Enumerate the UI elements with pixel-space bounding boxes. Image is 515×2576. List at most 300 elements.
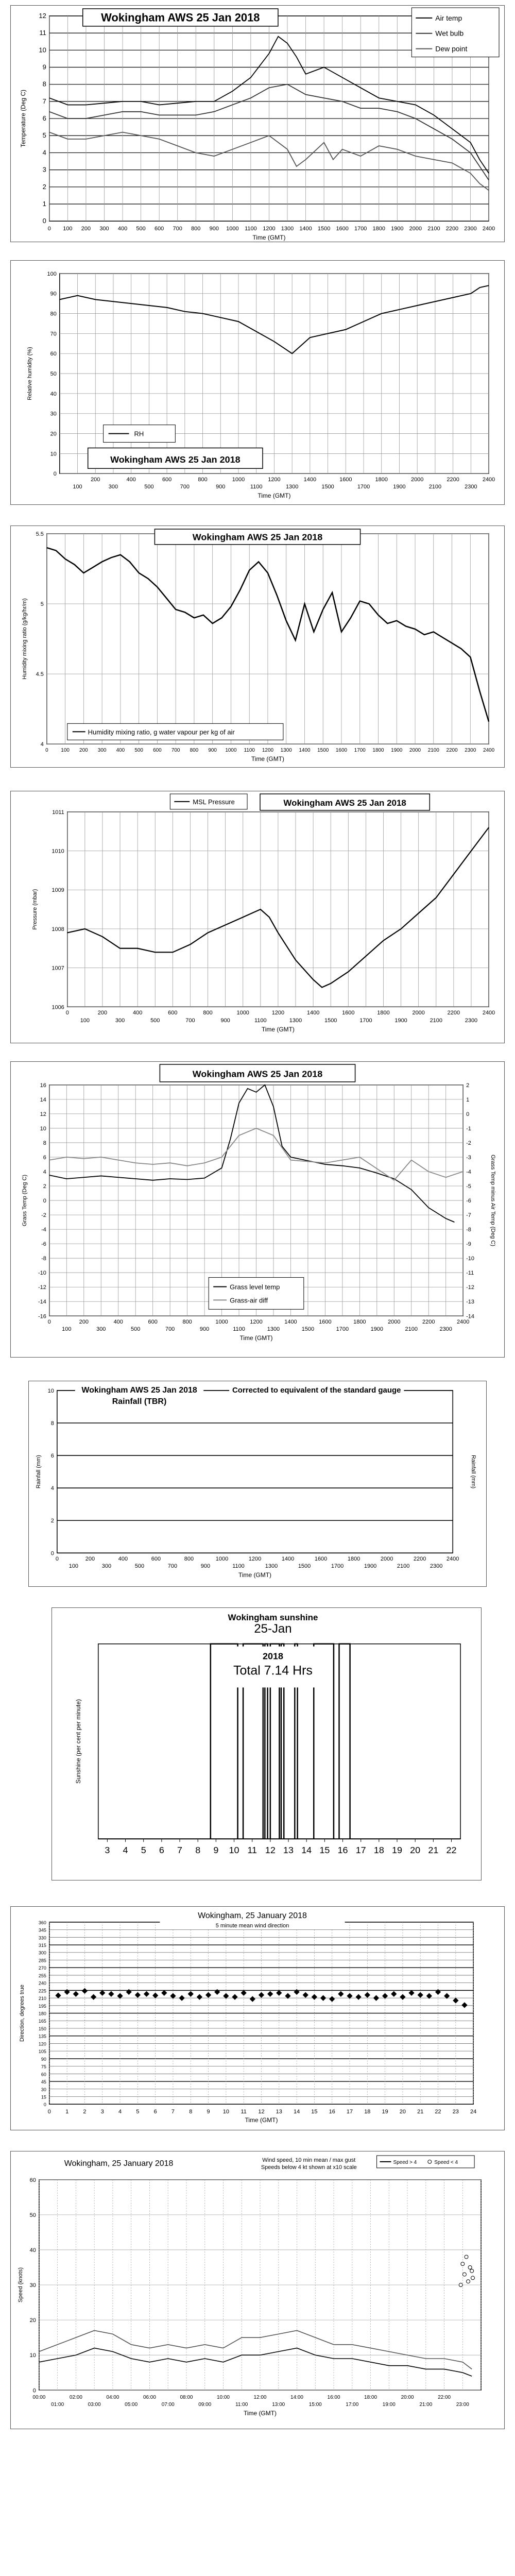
grass-xtick-label: 2400 — [456, 1319, 470, 1326]
pressure-xtick-label: 0 — [65, 1010, 69, 1016]
rh-xtick-label: 800 — [198, 477, 208, 483]
dir-xtick-label: 15 — [311, 2109, 318, 2115]
grass-xtick-label: 0 — [47, 1319, 51, 1326]
dir-ytick-label: 165 — [38, 2019, 46, 2024]
temp-xtick-label: 600 — [154, 226, 164, 232]
grass-xtick-label: 2000 — [388, 1319, 401, 1326]
temp-xtick-label: 1700 — [354, 226, 367, 232]
speed-y-axis-label: Speed (knots) — [17, 2267, 24, 2303]
dir-ytick-label: 135 — [38, 2033, 46, 2039]
speed-xtick-label: 01:00 — [51, 2402, 64, 2408]
grass-xtick-label: 400 — [113, 1319, 123, 1326]
mix-ytick-label: 5.5 — [36, 531, 44, 537]
sun-xtick-label: 17 — [355, 1845, 366, 1856]
rh-ytick-label: 90 — [50, 291, 57, 297]
rain-xtick-label: 1900 — [364, 1563, 377, 1570]
rh-ytick-label: 50 — [50, 371, 57, 378]
rainfall-chart-panel — [28, 1381, 487, 1587]
grass-xtick-label: 100 — [62, 1326, 72, 1333]
pressure-xtick-label: 2000 — [412, 1010, 425, 1016]
sun-xtick-label: 8 — [195, 1845, 201, 1856]
grass-ytick-label: 12 — [40, 1111, 46, 1117]
dir-ytick-label: 270 — [38, 1965, 46, 1971]
grass-xtick-label: 500 — [131, 1326, 141, 1333]
sun-xtick-label: 9 — [213, 1845, 219, 1856]
dir-xtick-label: 2 — [83, 2109, 87, 2115]
speed-xtick-label: 03:00 — [88, 2402, 101, 2408]
dir-xtick-label: 4 — [118, 2109, 122, 2115]
temp-xtick-label: 300 — [99, 226, 109, 232]
temp-title: Wokingham AWS 25 Jan 2018 — [101, 11, 260, 24]
sun-xtick-label: 4 — [123, 1845, 128, 1856]
temp-xtick-label: 500 — [136, 226, 146, 232]
speed-xtick-label: 14:00 — [290, 2395, 303, 2401]
rain-xtick-label: 800 — [184, 1556, 194, 1563]
rh-xtick-label: 2400 — [482, 477, 495, 483]
rain-xtick-label: 1200 — [248, 1556, 262, 1563]
mix-xtick-label: 500 — [134, 748, 143, 754]
dir-ytick-label: 210 — [38, 1996, 46, 2002]
speed-xtick-label: 04:00 — [106, 2395, 119, 2401]
mix-xtick-label: 1400 — [299, 748, 311, 754]
pressure-xtick-label: 500 — [150, 1018, 160, 1024]
grass-right-ytick-label: -1 — [466, 1125, 471, 1132]
dir-xtick-label: 23 — [452, 2109, 459, 2115]
pressure-ytick-label: 1011 — [52, 809, 64, 816]
rain-xtick-label: 2200 — [413, 1556, 426, 1563]
temp-xtick-label: 100 — [63, 226, 73, 232]
sun-xtick-label: 3 — [105, 1845, 110, 1856]
dir-xtick-label: 12 — [258, 2109, 265, 2115]
sun-xtick-label: 20 — [410, 1845, 421, 1856]
pressure-xtick-label: 1600 — [342, 1010, 355, 1016]
dir-xtick-label: 6 — [153, 2109, 157, 2115]
dir-xtick-label: 11 — [241, 2109, 247, 2115]
rh-xtick-label: 2100 — [428, 484, 442, 490]
temp-ytick-label: 0 — [42, 217, 46, 225]
pressure-xtick-label: 600 — [168, 1010, 178, 1016]
dir-xtick-label: 10 — [222, 2109, 229, 2115]
dir-xtick-label: 14 — [293, 2109, 300, 2115]
mix-xtick-label: 1100 — [244, 748, 255, 754]
rh-ytick-label: 10 — [50, 451, 57, 457]
pressure-xtick-label: 100 — [80, 1018, 90, 1024]
rh-ytick-label: 30 — [50, 411, 57, 417]
dir-ytick-label: 285 — [38, 1958, 46, 1963]
dir-ytick-label: 15 — [41, 2094, 46, 2100]
rain-ytick-label: 2 — [50, 1518, 54, 1524]
rh-x-axis-label: Time (GMT) — [258, 492, 291, 500]
mix-ytick-label: 5 — [40, 601, 44, 608]
pressure-y-axis-label: Pressure (mbar) — [31, 889, 38, 930]
rain-xtick-label: 0 — [55, 1556, 59, 1563]
grass-xtick-label: 1600 — [319, 1319, 332, 1326]
rain-ytick-label: 8 — [50, 1420, 54, 1427]
pressure-xtick-label: 1000 — [236, 1010, 249, 1016]
rain-xtick-label: 300 — [101, 1563, 112, 1570]
wind-speed-chart — [11, 2151, 504, 2429]
dir-ytick-label: 75 — [41, 2064, 46, 2070]
dir-xtick-label: 21 — [417, 2109, 424, 2115]
pressure-xtick-label: 2100 — [430, 1018, 442, 1024]
dir-xtick-label: 16 — [329, 2109, 335, 2115]
rh-xtick-label: 1400 — [303, 477, 317, 483]
rain-xtick-label: 1500 — [298, 1563, 311, 1570]
grass-legend-label-1: Grass-air diff — [230, 1296, 268, 1304]
pressure-xtick-label: 900 — [220, 1018, 230, 1024]
speed-xtick-label: 09:00 — [198, 2402, 212, 2408]
rain-xtick-label: 900 — [200, 1563, 211, 1570]
rain-xtick-label: 1000 — [215, 1556, 229, 1563]
temp-xtick-label: 1900 — [391, 226, 404, 232]
rain-xtick-label: 500 — [134, 1563, 145, 1570]
dir-xtick-label: 0 — [47, 2109, 51, 2115]
grass-ytick-label: -8 — [41, 1256, 46, 1262]
dir-xtick-label: 9 — [207, 2109, 210, 2115]
grass-ytick-label: -12 — [38, 1284, 46, 1291]
rh-xtick-label: 2200 — [447, 477, 459, 483]
temperature-chart-panel — [10, 5, 505, 242]
rain-ytick-label: 0 — [50, 1550, 54, 1557]
pressure-ytick-label: 1009 — [52, 887, 64, 894]
pressure-legend-label: MSL Pressure — [193, 798, 235, 806]
speed-ytick-label: 50 — [29, 2212, 36, 2218]
mix-xtick-label: 2100 — [427, 748, 439, 754]
sun-title: Wokingham sunshine — [228, 1612, 318, 1622]
pressure-xtick-label: 1300 — [289, 1018, 302, 1024]
sun-xtick-label: 16 — [337, 1845, 348, 1856]
temp-ytick-label: 7 — [42, 97, 46, 105]
mix-xtick-label: 2000 — [409, 748, 421, 754]
mix-ytick-label: 4 — [40, 741, 44, 748]
mix-xtick-label: 1700 — [354, 748, 366, 754]
dir-ytick-label: 315 — [38, 1943, 46, 1948]
mix-xtick-label: 1200 — [262, 748, 274, 754]
mix-xtick-label: 0 — [45, 748, 48, 754]
temp-xtick-label: 1200 — [263, 226, 276, 232]
grass-ytick-label: 14 — [40, 1096, 46, 1103]
temp-xtick-label: 200 — [81, 226, 91, 232]
grass-xtick-label: 600 — [148, 1319, 158, 1326]
dir-xtick-label: 24 — [470, 2109, 477, 2115]
rh-xtick-label: 1700 — [357, 484, 370, 490]
rain-xtick-label: 100 — [68, 1563, 79, 1570]
rain-xtick-label: 2400 — [446, 1556, 459, 1563]
dir-ytick-label: 120 — [38, 2041, 46, 2047]
sunshine-chart-panel — [52, 1607, 482, 1880]
speed-legend-label-1: Speed < 4 — [434, 2159, 458, 2165]
grass-xtick-label: 1100 — [233, 1326, 245, 1333]
speed-note-1: Wind speed, 10 min mean / max gust — [262, 2157, 356, 2163]
grass-temp-chart-panel — [10, 1061, 505, 1358]
rain-x-axis-label: Time (GMT) — [238, 1571, 271, 1579]
dir-xtick-label: 7 — [171, 2109, 175, 2115]
dir-xtick-label: 20 — [399, 2109, 406, 2115]
temperature-chart — [11, 6, 504, 242]
mix-xtick-label: 1800 — [372, 748, 384, 754]
rain-xtick-label: 1400 — [281, 1556, 295, 1563]
mix-title: Wokingham AWS 25 Jan 2018 — [192, 532, 323, 543]
mix-xtick-label: 800 — [190, 748, 199, 754]
speed-xtick-label: 18:00 — [364, 2395, 377, 2401]
grass-xtick-label: 900 — [199, 1326, 210, 1333]
dir-ytick-label: 360 — [38, 1920, 46, 1925]
rain-xtick-label: 700 — [167, 1563, 178, 1570]
grass-y-axis-label: Grass Temp (Deg C) — [21, 1174, 28, 1227]
dir-subtitle: 5 minute mean wind direction — [215, 1922, 289, 1929]
temp-legend-label-0: Air temp — [435, 13, 462, 22]
pressure-xtick-label: 1700 — [359, 1018, 372, 1024]
grass-ytick-label: -14 — [38, 1299, 46, 1306]
wind-direction-chart-panel — [10, 1906, 505, 2130]
grass-xtick-label: 2200 — [422, 1319, 435, 1326]
grass-y2-axis-label: Grass Temp minus Air Temp (Deg C) — [490, 1155, 496, 1246]
dir-xtick-label: 13 — [276, 2109, 282, 2115]
temp-ytick-label: 3 — [42, 165, 46, 174]
rain-subtitle: Rainfall (TBR) — [112, 1397, 167, 1406]
dir-ytick-label: 150 — [38, 2026, 46, 2031]
grass-xtick-label: 1700 — [336, 1326, 349, 1333]
dir-x-axis-label: Time (GMT) — [245, 2116, 278, 2124]
mix-xtick-label: 200 — [79, 748, 88, 754]
sun-xtick-label: 18 — [373, 1845, 384, 1856]
speed-ytick-label: 20 — [29, 2317, 36, 2324]
speed-ytick-label: 60 — [29, 2177, 36, 2183]
grass-right-ytick-label: -2 — [466, 1140, 471, 1146]
grass-ytick-label: -16 — [38, 1313, 46, 1320]
grass-ytick-label: 0 — [43, 1198, 46, 1205]
rain-xtick-label: 200 — [85, 1556, 95, 1563]
grass-xtick-label: 2300 — [439, 1326, 452, 1333]
rh-ytick-label: 60 — [50, 351, 57, 358]
pressure-xtick-label: 1200 — [271, 1010, 285, 1016]
dir-xtick-label: 3 — [100, 2109, 104, 2115]
temp-xtick-label: 1300 — [281, 226, 294, 232]
speed-xtick-label: 10:00 — [216, 2395, 230, 2401]
rain-y2-axis-label: Rainfall (mm) — [470, 1455, 477, 1489]
dir-xtick-label: 18 — [364, 2109, 371, 2115]
grass-x-axis-label: Time (GMT) — [239, 1334, 273, 1342]
temp-ytick-label: 11 — [39, 29, 46, 37]
sunshine-chart — [52, 1608, 481, 1880]
speed-xtick-label: 07:00 — [161, 2402, 175, 2408]
pressure-title: Wokingham AWS 25 Jan 2018 — [283, 798, 406, 808]
dir-ytick-label: 0 — [43, 2102, 46, 2108]
temp-ytick-label: 1 — [42, 199, 46, 208]
sun-xtick-label: 11 — [247, 1845, 258, 1856]
speed-xtick-label: 13:00 — [272, 2402, 285, 2408]
sun-xtick-label: 7 — [177, 1845, 183, 1856]
dir-xtick-label: 22 — [435, 2109, 441, 2115]
speed-legend-swatch-1 — [428, 2160, 432, 2163]
pressure-xtick-label: 400 — [133, 1010, 143, 1016]
dir-ytick-label: 255 — [38, 1973, 46, 1978]
speed-low-point — [465, 2255, 468, 2259]
dir-xtick-label: 1 — [65, 2109, 69, 2115]
grass-xtick-label: 1200 — [250, 1319, 263, 1326]
rh-xtick-label: 1600 — [339, 477, 352, 483]
dir-ytick-label: 180 — [38, 2011, 46, 2016]
grass-ytick-label: 2 — [43, 1183, 46, 1190]
rain-xtick-label: 1800 — [347, 1556, 360, 1563]
mix-xtick-label: 1300 — [280, 748, 292, 754]
temp-ytick-label: 2 — [42, 182, 46, 191]
grass-ytick-label: -10 — [38, 1270, 46, 1277]
speed-xtick-label: 20:00 — [401, 2395, 414, 2401]
temp-xtick-label: 1100 — [245, 226, 257, 232]
rh-xtick-label: 400 — [126, 477, 136, 483]
speed-xtick-label: 22:00 — [438, 2395, 451, 2401]
wind-direction-chart — [11, 1907, 504, 2130]
pressure-xtick-label: 2200 — [447, 1010, 460, 1016]
temp-ytick-label: 4 — [42, 148, 46, 157]
rh-xtick-label: 1300 — [285, 484, 299, 490]
speed-low-point — [471, 2276, 475, 2280]
grass-xtick-label: 2100 — [405, 1326, 418, 1333]
pressure-xtick-label: 2300 — [465, 1018, 478, 1024]
rh-xtick-label: 1900 — [393, 484, 406, 490]
temp-ytick-label: 8 — [42, 80, 46, 88]
speed-title: Wokingham, 25 January 2018 — [64, 2159, 174, 2168]
temp-xtick-label: 2200 — [445, 226, 459, 232]
rh-xtick-label: 900 — [216, 484, 226, 490]
grass-right-ytick-label: -8 — [466, 1227, 471, 1233]
sun-xtick-label: 22 — [446, 1845, 457, 1856]
sun-xtick-label: 6 — [159, 1845, 164, 1856]
temp-xtick-label: 1000 — [226, 226, 239, 232]
temp-ytick-label: 9 — [42, 63, 46, 71]
rain-ytick-label: 10 — [47, 1387, 54, 1394]
rh-xtick-label: 1100 — [250, 484, 263, 490]
temp-xtick-label: 0 — [47, 226, 51, 232]
grass-xtick-label: 1500 — [301, 1326, 315, 1333]
grass-ytick-label: 6 — [43, 1154, 46, 1161]
dir-ytick-label: 30 — [41, 2087, 46, 2092]
dir-xtick-label: 17 — [346, 2109, 353, 2115]
pressure-xtick-label: 800 — [203, 1010, 213, 1016]
speed-low-point — [461, 2262, 465, 2266]
grass-xtick-label: 1000 — [215, 1319, 228, 1326]
speed-xtick-label: 21:00 — [419, 2402, 433, 2408]
sun-xtick-label: 19 — [392, 1845, 402, 1856]
rainfall-chart — [29, 1381, 486, 1586]
grass-xtick-label: 800 — [182, 1319, 192, 1326]
grass-ytick-label: 8 — [43, 1140, 46, 1146]
pressure-xtick-label: 1400 — [306, 1010, 320, 1016]
mix-xtick-label: 2200 — [446, 748, 458, 754]
grass-right-ytick-label: -5 — [466, 1183, 471, 1190]
pressure-ytick-label: 1007 — [52, 965, 64, 972]
speed-xtick-label: 19:00 — [382, 2402, 396, 2408]
rh-xtick-label: 1000 — [232, 477, 245, 483]
sun-xtick-label: 14 — [301, 1845, 312, 1856]
pressure-chart — [11, 791, 504, 1043]
mix-xtick-label: 600 — [153, 748, 162, 754]
speed-low-point — [470, 2269, 474, 2273]
pressure-xtick-label: 200 — [97, 1010, 108, 1016]
rain-y-axis-label: Rainfall (mm) — [35, 1455, 42, 1489]
rain-note: Corrected to equivalent of the standard gauge — [232, 1385, 401, 1395]
grass-ytick-label: -6 — [41, 1241, 46, 1248]
pressure-chart-panel — [10, 791, 505, 1043]
grass-right-ytick-label: 2 — [466, 1082, 470, 1089]
mix-xtick-label: 900 — [208, 748, 217, 754]
sun-xtick-label: 21 — [428, 1845, 439, 1856]
speed-ytick-label: 30 — [29, 2282, 36, 2289]
dir-xtick-label: 5 — [136, 2109, 140, 2115]
pressure-xtick-label: 1800 — [377, 1010, 390, 1016]
rh-legend-label: RH — [134, 430, 144, 438]
rh-xtick-label: 1500 — [321, 484, 334, 490]
rain-xtick-label: 1700 — [331, 1563, 344, 1570]
temp-ytick-label: 5 — [42, 131, 46, 140]
sun-xtick-label: 10 — [229, 1845, 239, 1856]
rain-ytick-label: 4 — [50, 1485, 54, 1492]
rh-xtick-label: 2000 — [410, 477, 424, 483]
speed-ytick-label: 40 — [29, 2247, 36, 2253]
mix-xtick-label: 2400 — [483, 748, 495, 754]
rh-ytick-label: 100 — [47, 270, 57, 277]
temp-xtick-label: 1400 — [299, 226, 312, 232]
temp-y-axis-label: Temperature (Deg C) — [19, 89, 27, 148]
mix-x-axis-label: Time (GMT) — [251, 755, 284, 763]
rain-title: Wokingham AWS 25 Jan 2018 — [81, 1385, 197, 1395]
dir-ytick-label: 330 — [38, 1935, 46, 1941]
grass-right-ytick-label: -11 — [466, 1270, 474, 1277]
humidity-chart-panel — [10, 260, 505, 505]
mix-xtick-label: 1600 — [335, 748, 348, 754]
grass-xtick-label: 300 — [96, 1326, 106, 1333]
mixing-ratio-chart-panel — [10, 526, 505, 768]
rh-xtick-label: 1800 — [375, 477, 388, 483]
grass-title: Wokingham AWS 25 Jan 2018 — [192, 1069, 323, 1079]
sun-subtitle: 25-Jan — [254, 1621, 292, 1636]
temp-xtick-label: 700 — [173, 226, 182, 232]
grass-right-ytick-label: 1 — [466, 1096, 470, 1103]
speed-low-point — [468, 2266, 472, 2269]
speed-low-point — [462, 2273, 466, 2276]
temp-xtick-label: 400 — [117, 226, 128, 232]
rain-xtick-label: 600 — [151, 1556, 161, 1563]
wind-speed-chart-panel — [10, 2151, 505, 2429]
grass-right-ytick-label: -6 — [466, 1198, 471, 1205]
dir-xtick-label: 19 — [382, 2109, 388, 2115]
speed-xtick-label: 11:00 — [235, 2402, 248, 2408]
grass-ytick-label: -2 — [41, 1212, 46, 1219]
speed-legend-box — [377, 2156, 475, 2168]
grass-right-ytick-label: -9 — [466, 1241, 471, 1248]
rh-xtick-label: 500 — [144, 484, 154, 490]
pressure-ytick-label: 1008 — [52, 926, 64, 933]
rh-xtick-label: 1200 — [268, 477, 281, 483]
mix-xtick-label: 2300 — [465, 748, 476, 754]
temp-x-axis-label: Time (GMT) — [252, 234, 286, 242]
rain-ytick-label: 6 — [50, 1453, 54, 1460]
mix-xtick-label: 100 — [61, 748, 70, 754]
dir-ytick-label: 225 — [38, 1988, 46, 1994]
rh-xtick-label: 300 — [108, 484, 118, 490]
dir-ytick-label: 345 — [38, 1927, 46, 1933]
speed-low-point — [467, 2280, 470, 2283]
grass-xtick-label: 1300 — [267, 1326, 280, 1333]
dir-ytick-label: 240 — [38, 1980, 46, 1986]
temp-xtick-label: 900 — [209, 226, 219, 232]
sun-total: Total 7.14 Hrs — [233, 1663, 313, 1678]
dir-ytick-label: 195 — [38, 2003, 46, 2009]
sun-xtick-label: 5 — [141, 1845, 146, 1856]
pressure-xtick-label: 1900 — [394, 1018, 407, 1024]
rh-xtick-label: 600 — [162, 477, 172, 483]
